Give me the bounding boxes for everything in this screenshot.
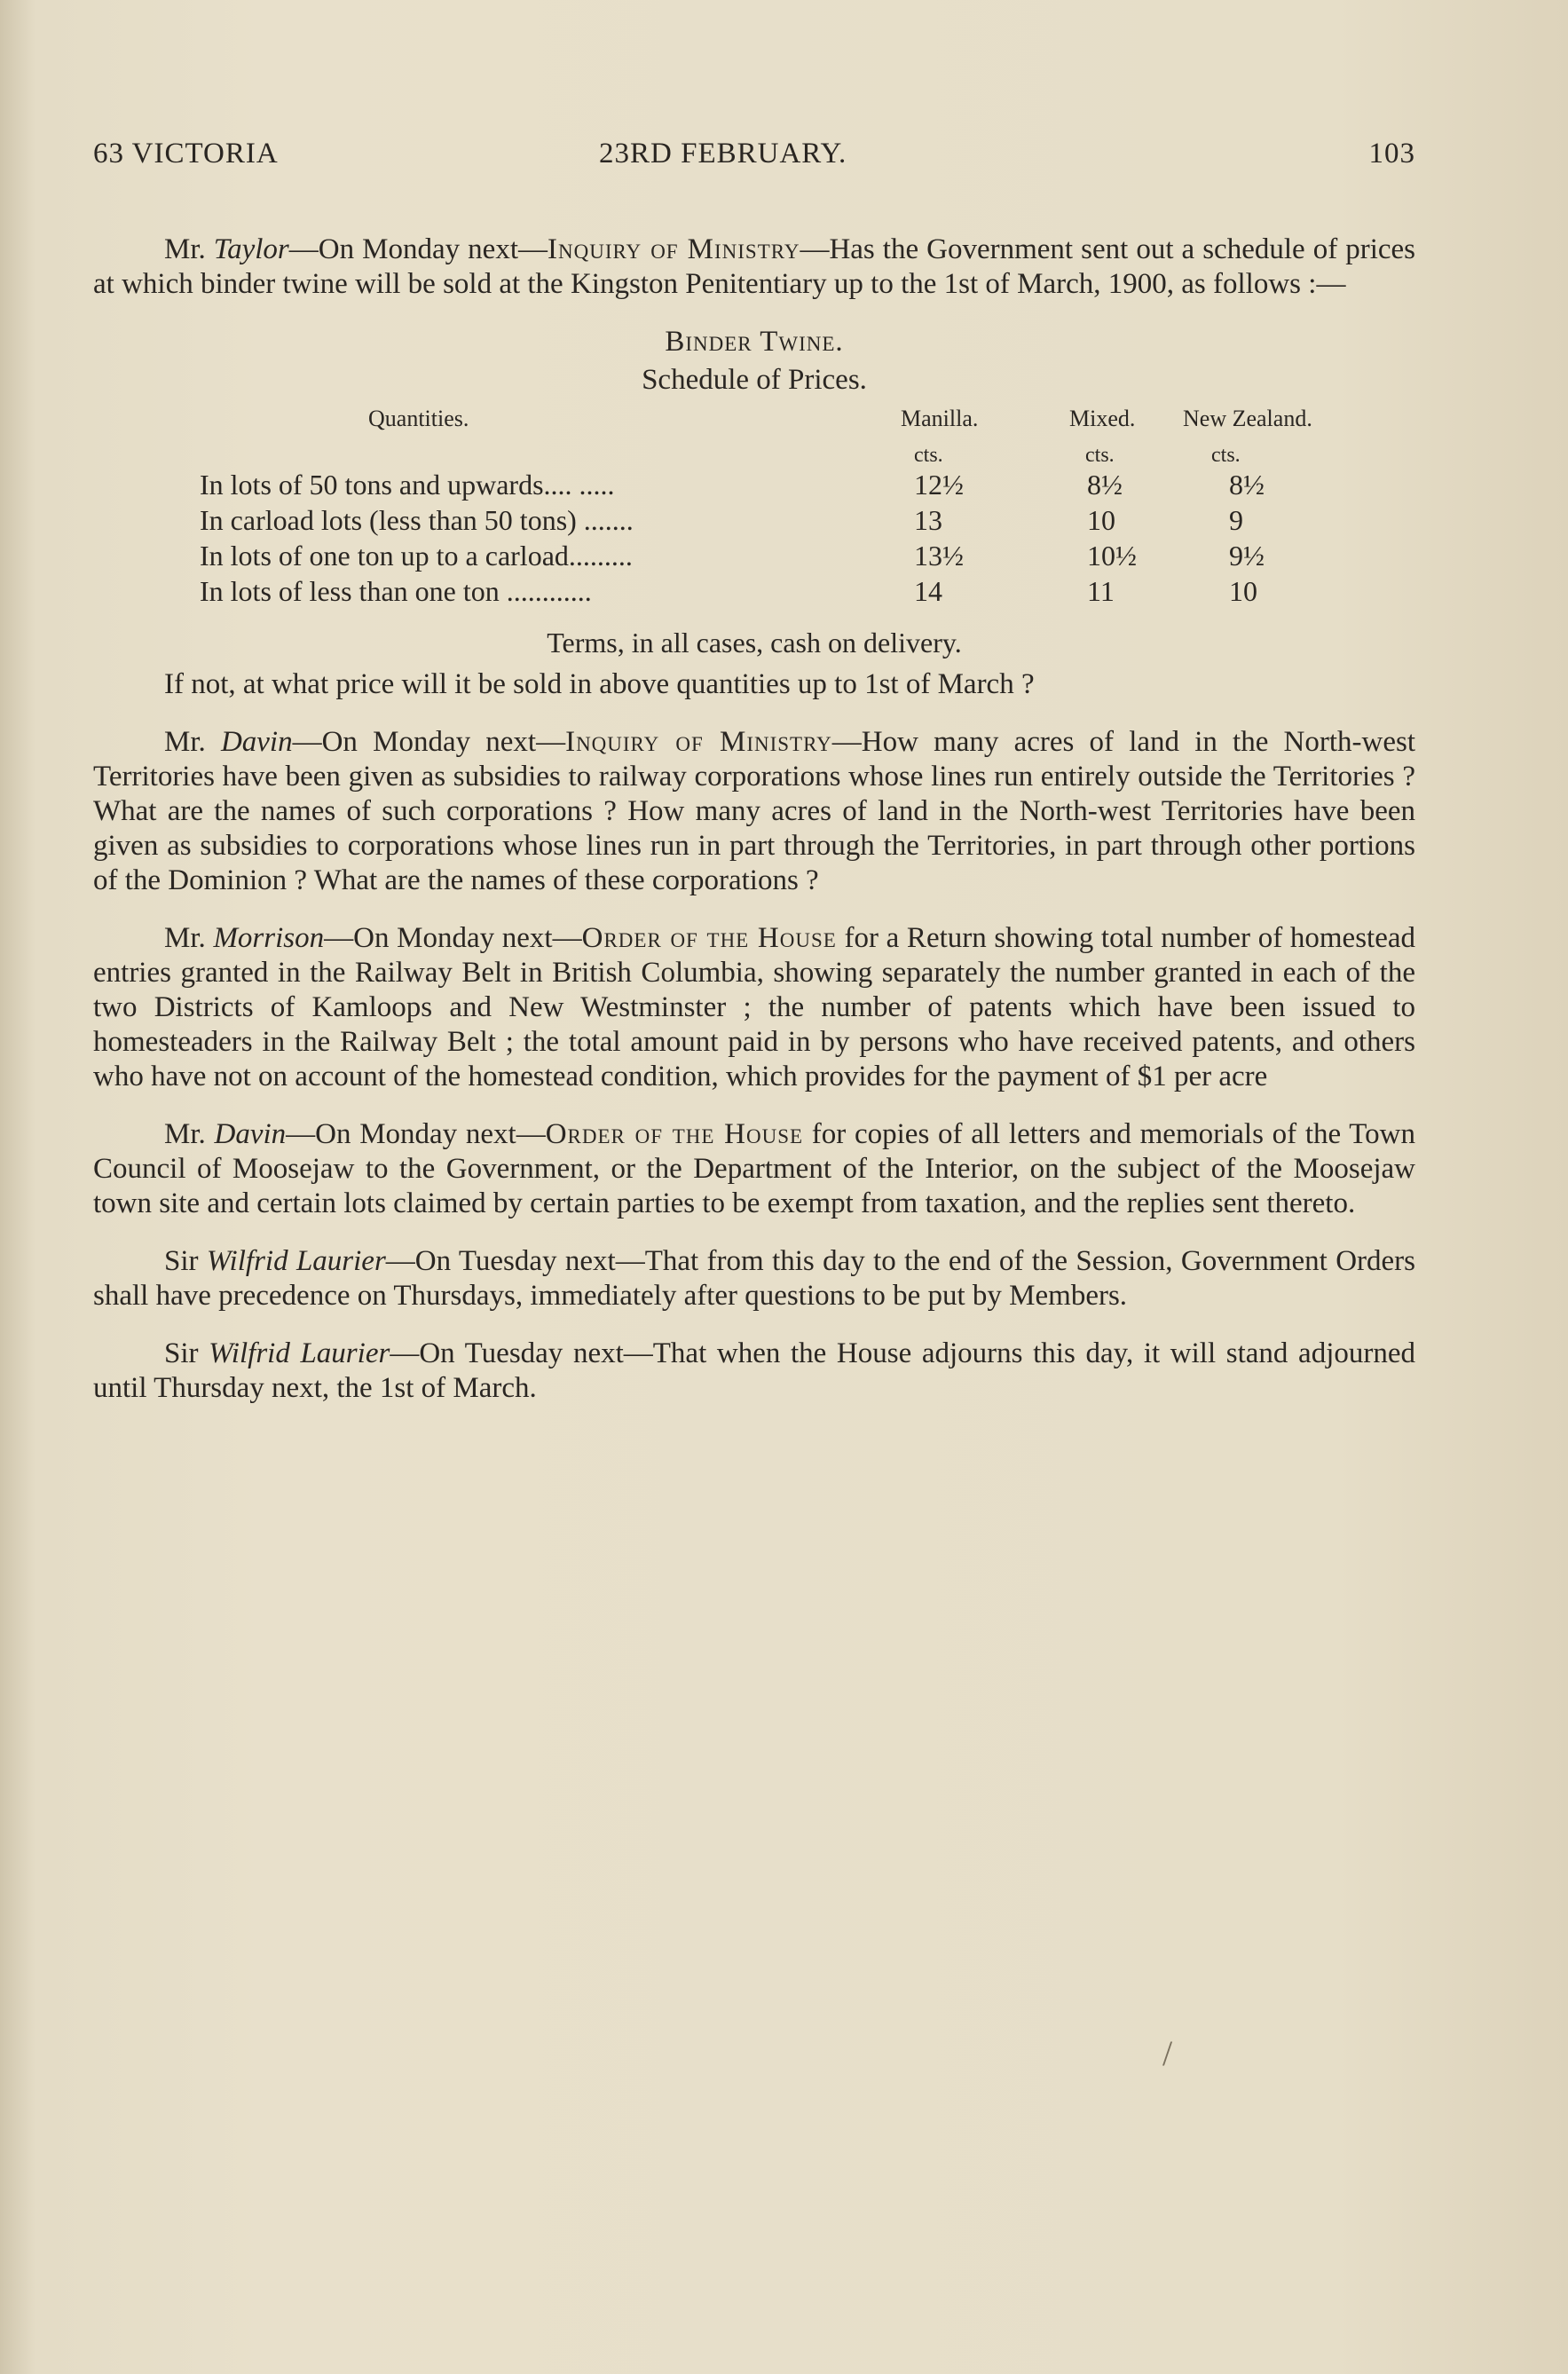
speaker-name: Taylor (213, 233, 289, 265)
notice-kind: Order of the House (581, 922, 837, 954)
table-row (200, 539, 1398, 574)
speaker-name: Morrison (213, 922, 325, 954)
terms-line: Terms, in all cases, cash on delivery. (547, 627, 962, 659)
notice-kind: Inquiry of Ministry (548, 233, 800, 265)
table-row (200, 574, 1398, 610)
price-cell: 14 (914, 575, 942, 607)
page-body (93, 233, 1415, 1429)
row-label: In carload lots (less than 50 tons) ....... (200, 504, 634, 536)
price-cell: 10 (1229, 575, 1257, 607)
notice-davin-inquiry: Mr. Davin—On Monday next—Inquiry of Ministry—How many acres of land in the North-west Territories have been given as subsidies to railway corporations whose lines run entirely outside the Territories ? What are the names of such corporations ? How many acres of land in the North-west Territories have been given as subsidies to corporations whose lines run in part through the Territories, in part through other portions of the Dominion ? What are the names of these corporations ? (93, 726, 1415, 896)
schedule-subtitle: Schedule of Prices. (642, 364, 867, 396)
quantities-header: Quantities. (368, 406, 469, 431)
table-row (200, 503, 1398, 539)
row-label: In lots of one ton up to a carload......... (200, 540, 633, 572)
column-header-new-zealand: New Zealand. (1183, 406, 1312, 431)
speaker-name: Wilfrid Laurier (209, 1337, 390, 1369)
unit-label: cts. (1085, 444, 1115, 467)
price-cell: 13½ (914, 540, 964, 572)
price-cell: 13 (914, 504, 942, 536)
notice-kind: Inquiry of Ministry (565, 726, 832, 758)
speaker-name: Davin (214, 1118, 287, 1150)
notice-kind: Order of the House (545, 1118, 804, 1150)
ink-mark: / (1162, 2033, 1173, 2073)
date-heading: 23RD FEBRUARY. (599, 138, 847, 170)
schedule-title: Binder Twine. (665, 326, 844, 358)
column-header-mixed: Mixed. (1069, 406, 1136, 431)
price-cell: 10 (1087, 504, 1115, 536)
taylor-followup: If not, at what price will it be sold in above quantities up to 1st of March ? (164, 668, 1035, 700)
row-label: In lots of 50 tons and upwards.... ..... (200, 469, 615, 501)
speaker-name: Davin (220, 726, 293, 758)
notice-morrison: Mr. Morrison—On Monday next—Order of the House for a Return showing total number of homestead entries granted in the Railway Belt in British Columbia, showing separately the number granted in each of the two Districts of Kamloops and New Westminster ; the number of patents which have been issued to homesteaders in the Railway Belt ; the total amount paid in by persons who have received patents, and others who have not on account of the homestead condition, which provides for the payment of $1 per acre (93, 922, 1415, 1092)
volume-label: 63 VICTORIA (93, 138, 279, 170)
notice-laurier-orders: Sir Wilfrid Laurier—On Tuesday next—That from this day to the end of the Session, Government Orders shall have precedence on Thursdays, immediately after questions to be put by Members. (93, 1245, 1415, 1312)
price-cell: 9 (1229, 504, 1243, 536)
unit-label: cts. (914, 444, 943, 467)
notice-davin-order: Mr. Davin—On Monday next—Order of the House for copies of all letters and memorials of the Town Council of Moosejaw to the Government, or the Department of the Interior, on the subject of the Moosejaw town site and certain lots claimed by certain parties to be exempt from taxation, and the replies sent thereto. (93, 1118, 1415, 1219)
price-cell: 10½ (1087, 540, 1137, 572)
price-cell: 8½ (1087, 469, 1123, 501)
price-cell: 12½ (914, 469, 964, 501)
price-cell: 9½ (1229, 540, 1265, 572)
price-cell: 8½ (1229, 469, 1265, 501)
notice-taylor: Mr. Taylor—On Monday next—Inquiry of Ministry—Has the Government sent out a schedule of prices at which binder twine will be sold at the Kingston Penitentiary up to the 1st of March, 1900, as follows :— (93, 233, 1416, 300)
speaker-name: Wilfrid Laurier (206, 1245, 386, 1277)
page-number: 103 (1368, 138, 1415, 170)
column-header-manilla: Manilla. (901, 406, 979, 431)
row-label: In lots of less than one ton ............ (200, 575, 592, 607)
notice-laurier-adjourn: Sir Wilfrid Laurier—On Tuesday next—That when the House adjourns this day, it will stand adjourned until Thursday next, the 1st of March. (93, 1337, 1416, 1404)
unit-label: cts. (1211, 444, 1241, 467)
price-schedule-table (93, 401, 1415, 667)
price-cell: 11 (1087, 575, 1115, 607)
table-row (200, 468, 1398, 503)
